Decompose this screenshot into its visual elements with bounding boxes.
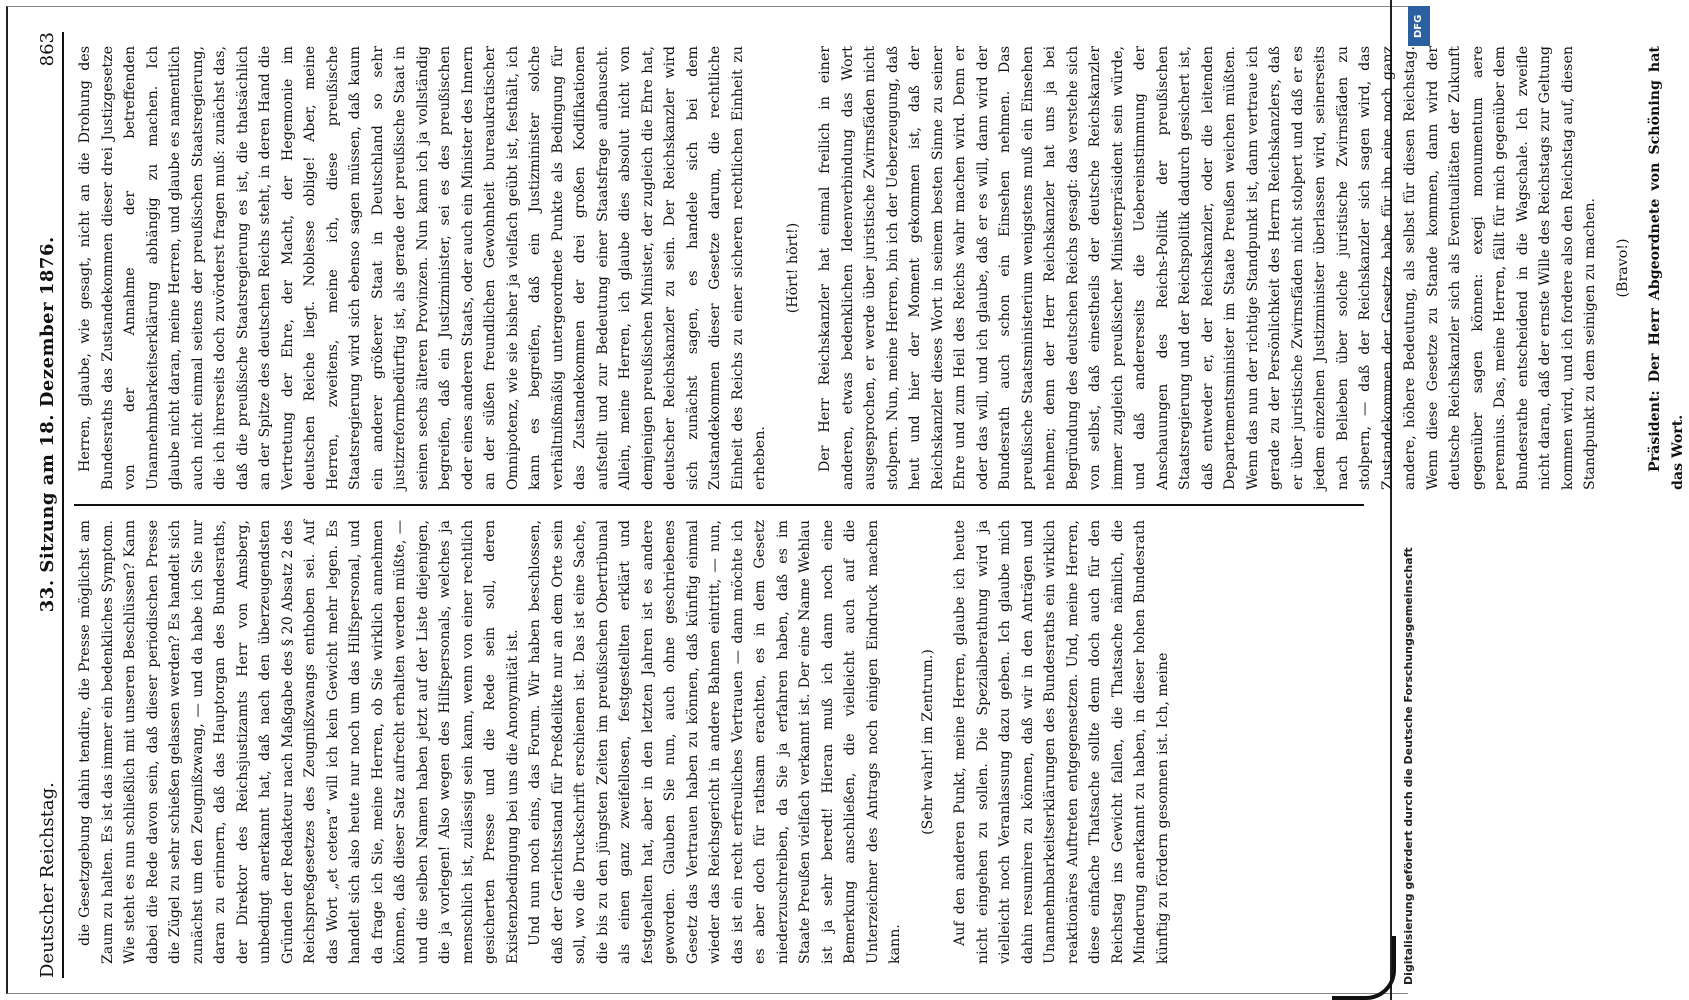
- interjection: (Hört! hört!): [784, 222, 801, 314]
- president-remark: Präsident: Der Herr Abgeordnete von Schöning hat das Wort.: [1647, 46, 1686, 490]
- left-paragraph: Und nun noch eins, das Forum. Wir haben beschlossen, daß der Gerichtsstand für Preßdelikte nur an dem Orte sein soll, wo die Druckschrift erschienen ist. Das ist eine Sache, die bis zu den jüngsten Zeiten im preußischen Obertribunal als einen ganz zweifellosen, festgestellten erklärt und festgehalten hat, aber in den letzten Jahren ist es andere geworden. Glauben Sie nun, auch ohne geschriebenes Gesetz das Vertrauen haben zu können, daß künftig einmal wieder das Reichsgericht in andere Bahnen eintritt, — nun, das ist ein recht erfreuliches Vertrauen — dann möchte ich es aber doch für rathsam erachten, es in dem Gesetz niederzuschreiben, da Sie ja erfahren haben, daß es im Staate Preußen vielfach verkannt ist. Der eine Name Wehlau ist ja sehr beredt! Hieran muß ich dann noch eine Bemerkung anschließen, die vielleicht auch auf die Unterzeichner des Antrags noch einigen Eindruck machen kann.: [527, 520, 903, 964]
- page-header: [28, 32, 64, 978]
- right-paragraph: Der Herr Reichskanzler hat einmal freilich in einer anderen, etwas bedenklichen Ideenverbindung das Wort ausgesprochen, er werde über juristische Zwirnsfäden nicht stolpern. Nun, meine Herren, bin ich der Ueberzeugung, daß heut und hier der Moment gekommen ist, daß der Reichskanzler dieses Wort in seinem besten Sinne zu seiner Ehre und zum Heil des Reichs wahr machen wird. Denn er oder das will, und ich glaube, daß er es will, dann wird der Bundesrath auch schon ein Einsehen nehmen. Das preußische Staatsministerium wenigstens muß ein Einsehen nehmen; denn der Herr Reichskanzler hat uns ja bei Begründung des deutschen Reichs gesagt: das verstehe sich von selbst, daß einestheils der deutsche Reichskanzler immer zugleich preußischer Ministerpräsident sein würde, und daß andererseits die Uebereinstimmung der Anschauungen des Reichs-Politik der preußischen Staatsregierung und der Reichspolitik dadurch gesichert ist, daß entweder er, der Reichskanzler, oder die leitenden Departementsminister im Staate Preußen weichen müßten. Wenn das nun der richtige Standpunkt ist, dann vertraue ich gerade zu der Persönlichkeit des Herrn Reichskanzlers, daß er über juristische Zwirnsfäden nicht stolpert und daß er es jedem einzelnen Justizminister überlassen wird, seinerseits nach Belieben über solche juristische Zwirnsfäden zu stolpern, — daß der Reichskanzler sich sagen wird, das Zustandekommen der Gesetze habe für ihn eine noch ganz andere, höhere Bedeutung, als selbst für diesen Reichstag. Wenn diese Gesetze zu Stande kommen, dann wird der deutsche Reichskanzler sich als Eventualitäten der Zukunft gegenüber sagen können: exegi monumentum aere perennius. Das, meine Herren, fällt für mich gegenüber dem Bundesrathe entscheidend in die Wagschale. Ich zweifle nicht daran, daß der ernste Wille des Reichstags zur Geltung kommen wird, und ich fordere also den Reichstag auf, diesen Standpunkt zu dem seinigen zu machen.: [817, 46, 1598, 490]
- header-center: 33. Sitzung am 18. Dezember 1876.: [37, 236, 58, 613]
- dfg-credit: Digitalisierung gefördert durch die Deutsche Forschungsgemeinschaft: [1402, 547, 1415, 985]
- right-paragraph: Herren, glaube, wie gesagt, nicht an die Drohung des Bundesraths das Zustandekommen dieser drei Justizgesetze von der Annahme der betreffenden Unannehmbarkeitserklärung abhängig zu machen. Ich glaube nicht daran, meine Herren, und glaube es namentlich auch nicht einmal seitens der preußischen Staatsregierung, die ich ihrerseits doch zuvörderst fragen muß: zunächst das, daß die preußische Staatsregierung es ist, die thatsächlich an der Spitze des deutschen Reichs steht, in deren Hand die Vertretung der Ehre, der Macht, der Hegemonie im deutschen Reiche liegt. Noblesse oblige! Aber, meine Herren, zweitens, meine ich, diese preußische Staatsregierung wird sich ebenso sagen müssen, daß kaum ein anderer größerer Staat in Deutschland so sehr justizreformbedürftig ist, als gerade der preußische Staat in seinen sechs älteren Provinzen. Nun kann ich ja vollständig begreifen, daß ein Justizminister, sei es des preußischen oder eines anderen Staats, oder auch ein Minister des Innern an der süßen freundlichen Gewohnheit bureaukratischer Omnipotenz, wie sie bisher ja vielfach geübt ist, festhält, ich kann es begreifen, daß ein Justizminister solche verhältnißmäßig untergeordnete Punkte als Bedingung für das Zustandekommen der drei großen Kodifikationen aufstellt und zur Bedeutung einer Staatsfrage aufbauscht. Allein, meine Herren, ich glaube dies absolut nicht von demjenigen preußischen Minister, der zugleich die Ehre hat, deutscher Reichskanzler zu sein. Der Reichskanzler wird sich zunächst sagen, es handele sich bei dem Zustandekommen dieser Gesetze darum, die rechtliche Einheit des Reichs zu einer sicheren rechtlichen Einheit zu erheben.: [77, 46, 768, 490]
- interjection: (Bravo!): [1614, 238, 1631, 298]
- header-left: Deutscher Reichstag.: [37, 782, 58, 978]
- page-number: 863: [37, 32, 58, 67]
- dfg-logo: DFG: [1408, 6, 1430, 46]
- left-paragraph: die Gesetzgebung dahin tendire, die Presse möglichst am Zaum zu halten. Es ist das immer ein bedenkliches Symptom. Wie steht es nun schließlich mit unseren Beschlüssen? Kann dabei die Rede davon sein, daß dieser periodischen Presse die Zügel zu sehr schießen gelassen werden? Es handelt sich zunächst um den Zeugnißzwang, — und da habe ich Sie nur daran zu erinnern, daß das Hauptorgan des Bundesraths, der Direktor des Reichsjustizamts Herr von Amsberg, unbedingt anerkannt hat, daß nach den überzeugendsten Gründen der Redakteur nach Maßgabe des § 20 Absatz 2 des Reichspreßgesetzes des Zeugnißzwangs enthoben sei. Auf das Wort „et cetera“ will ich kein Gewicht mehr legen. Es handelt sich also heute nur noch um das Hilfspersonal, und da frage ich Sie, meine Herren, ob Sie wirklich annehmen können, daß dieser Satz aufrecht erhalten werden müßte, — und die selben Namen haben jetzt auf der Liste diejenigen, die ja vorlegen! Also wegen des Hilfspersonals, welches ja menschlich ist, zulässig sein kann, wenn von einer rechtlich gesicherten Presse und die Rede sein soll, deren Existenzbedingung bei uns die Anonymität ist.: [77, 520, 521, 964]
- interjection: (Sehr wahr! im Zentrum.): [919, 649, 936, 835]
- left-column: [74, 506, 1364, 978]
- right-column: [74, 32, 1686, 506]
- dfg-sidebar: [1398, 0, 1432, 1000]
- left-paragraph: Auf den anderen Punkt, meine Herren, glaube ich heute nicht eingehen zu sollen. Die Spezialberathung wird ja vielleicht noch Veranlassung dazu geben. Ich glaube mich dahin resumiren zu können, daß wir in den Anträgen und Unannehmbarkeitserklärungen des Bundesraths ein wirklich reaktionäres Auftreten entgegensetzen. Und, meine Herren, diese einfache Thatsache sollte denn doch auch für den Reichstag ins Gewicht fallen, die Thatsache nämlich, die Minderung anerkannt zu haben, in dieser hohen Bundesrath künftig zu fördern gesonnen ist. Ich, meine: [952, 520, 1171, 964]
